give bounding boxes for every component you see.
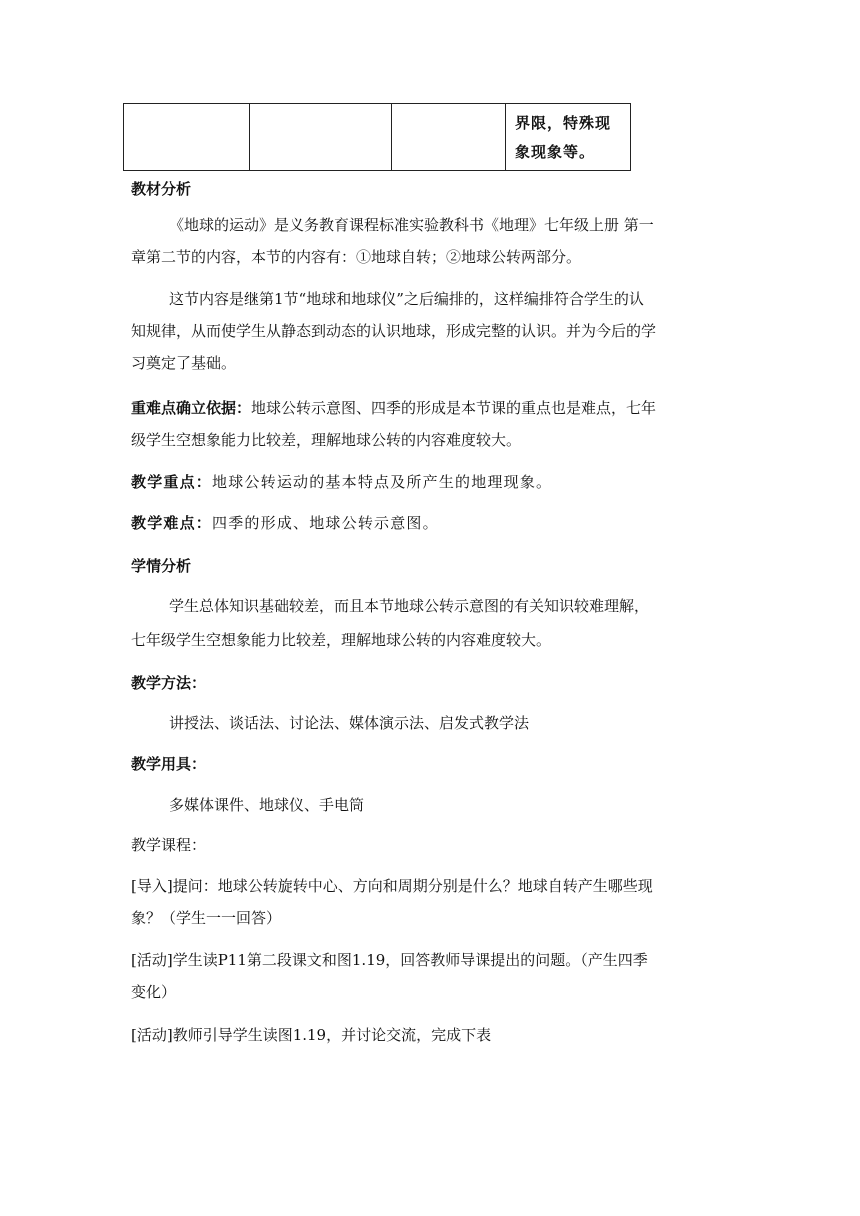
cell-line: 象现象等。: [515, 143, 596, 161]
table-cell: [124, 104, 250, 171]
table-cell: [392, 104, 506, 171]
focus-basis-text: 地球公转示意图、四季的形成是本节课的重点也是难点，七年: [251, 399, 657, 417]
section-heading-course: 教学课程：: [131, 836, 207, 854]
table-cell: [250, 104, 392, 171]
table-row: [124, 104, 631, 171]
difficulty-label: 教学难点：: [131, 514, 213, 532]
paragraph-line: 章第二节的内容，本节的内容有：①地球自转；②地球公转两部分。: [131, 248, 582, 266]
key-point-text: 地球公转运动的基本特点及所产生的地理现象。: [212, 473, 553, 491]
difficulty-line: [131, 513, 743, 533]
paragraph-line: 习奠定了基础。: [131, 354, 237, 372]
difficulty-text: 四季的形成、地球公转示意图。: [212, 514, 439, 532]
lesson-table-fragment: [123, 103, 631, 171]
section-heading-tools: 教学用具：: [131, 755, 207, 773]
focus-basis-line: [131, 398, 743, 418]
paragraph-line: 学生总体知识基础较差，而且本节地球公转示意图的有关知识较难理解，: [169, 597, 650, 615]
paragraph-line: 知规律，从而使学生从静态到动态的认识地球，形成完整的认识。并为今后的学: [131, 322, 657, 340]
focus-basis-label: 重难点确立依据：: [131, 399, 252, 417]
tools-text: 多媒体课件、地球仪、手电筒: [169, 796, 365, 814]
paragraph-line: [导入]提问：地球公转旋转中心、方向和周期分别是什么？地球自转产生哪些现: [131, 877, 653, 895]
key-point-label: 教学重点：: [131, 473, 213, 491]
paragraph-line: 这节内容是继第1节“地球和地球仪”之后编排的，这样编排符合学生的认: [169, 290, 644, 308]
key-point-line: [131, 472, 743, 492]
section-heading-methods: 教学方法：: [131, 674, 207, 692]
table-cell: [506, 104, 631, 171]
section-heading-analysis: 教材分析: [131, 180, 192, 198]
paragraph-line: 变化）: [131, 983, 177, 1001]
paragraph-line: 《地球的运动》是义务教育课程标准实验教科书《地理》七年级上册 第一: [169, 216, 654, 234]
paragraph-line: 级学生空想象能力比较差，理解地球公转的内容难度较大。: [131, 431, 522, 449]
cell-line: 界限，特殊现: [515, 114, 612, 132]
paragraph-line: [活动]学生读P11第二段课文和图1.19，回答教师导课提出的问题。（产生四季: [131, 951, 648, 969]
paragraph-line: [活动]教师引导学生读图1.19，并讨论交流，完成下表: [131, 1026, 492, 1044]
methods-text: 讲授法、谈话法、讨论法、媒体演示法、启发式教学法: [169, 714, 530, 732]
table-cell-text: [506, 104, 630, 167]
section-heading-student: 学情分析: [131, 557, 192, 575]
paragraph-line: 象？（学生一一回答）: [131, 909, 282, 927]
paragraph-line: 七年级学生空想象能力比较差，理解地球公转的内容难度较大。: [131, 631, 552, 649]
